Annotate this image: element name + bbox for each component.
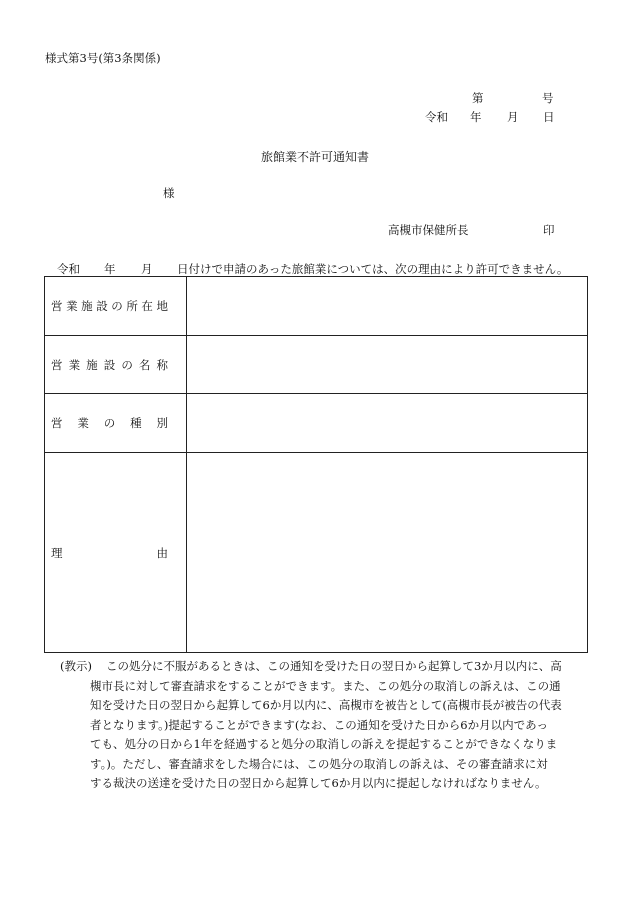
- table-row: [45, 277, 588, 336]
- application-info-table: [44, 276, 588, 653]
- label-business-type: 営 業 の 種 別: [45, 394, 187, 453]
- label-facility-location: 営 業 施 設 の 所 在 地: [45, 277, 187, 336]
- notice-line: この処分に不服があるときは、この通知を受けた日の翌日から起算して3か月以内に、高: [106, 659, 562, 673]
- notice-line: する裁決の送達を受けた日の翌日から起算して6か月以内に提起しなければなりません。: [90, 776, 547, 790]
- number-go: 号: [542, 91, 554, 105]
- table-row: [45, 336, 588, 394]
- date-era: 令和: [425, 110, 448, 124]
- intro-month: 月: [141, 262, 153, 276]
- date-day: 日: [543, 110, 555, 124]
- date-month: 月: [507, 110, 519, 124]
- intro-era: 令和: [57, 262, 80, 276]
- number-dai: 第: [472, 91, 484, 105]
- value-business-type: [187, 394, 588, 453]
- label-reason: 理 由: [45, 453, 187, 653]
- notice-line: 者となります。)提起することができます(なお、この通知を受けた日から6か月以内であっ: [90, 717, 549, 732]
- seal-mark: 印: [543, 223, 555, 237]
- notice-line: す。)。ただし、審査請求をした場合には、この処分の取消しの訴えは、その審査請求に対: [90, 756, 548, 771]
- issuer-name: 高槻市保健所長: [388, 223, 469, 237]
- table-row: [45, 453, 588, 653]
- addressee-suffix: 様: [163, 186, 175, 200]
- table-row: [45, 394, 588, 453]
- document-title: 旅館業不許可通知書: [260, 150, 369, 164]
- intro-year: 年: [104, 262, 116, 276]
- value-reason: [187, 453, 588, 653]
- intro-text: 日付けで申請のあった旅館業については、次の理由により許可できません。: [177, 262, 569, 276]
- value-facility-location: [187, 277, 588, 336]
- notice-heading: (教示): [60, 659, 92, 673]
- label-facility-name: 営 業 施 設 の 名 称: [45, 336, 187, 394]
- date-year: 年: [470, 110, 482, 124]
- notice-body: [90, 657, 580, 794]
- value-facility-name: [187, 336, 588, 394]
- notice-line: 知を受けた日の翌日から起算して6か月以内に、高槻市を被告として(高槻市長が被告の代表: [90, 698, 562, 712]
- notice-line: 槻市長に対して審査請求をすることができます。また、この処分の取消しの訴えは、この通: [90, 678, 561, 693]
- notice-line: ても、処分の日から1年を経過すると処分の取消しの訴えを提起することができなくなりま: [90, 737, 558, 751]
- form-number: 様式第3号(第3条関係): [45, 51, 161, 65]
